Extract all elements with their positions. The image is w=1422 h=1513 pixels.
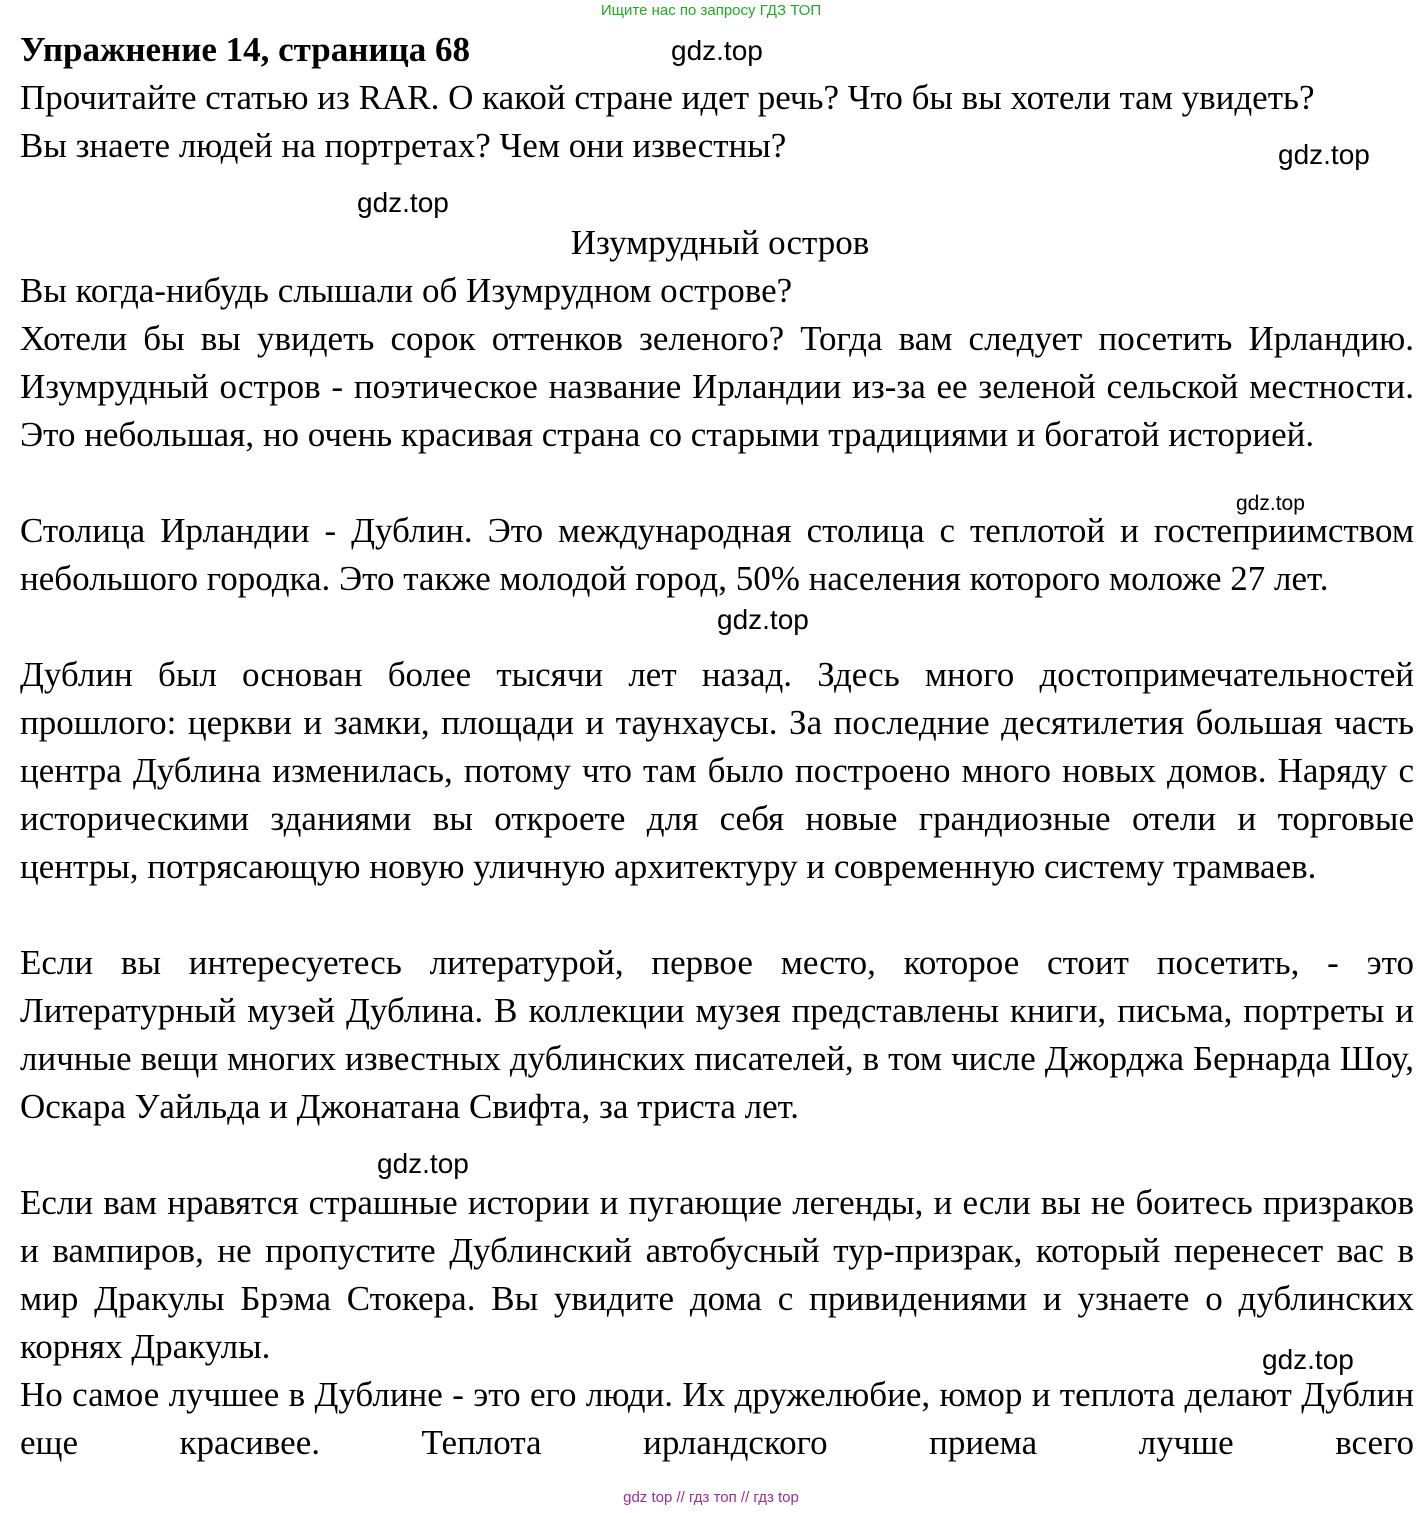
watermark: gdz.top (717, 604, 809, 635)
watermark: gdz.top (1236, 492, 1305, 515)
paragraph: Если вам нравятся страшные истории и пугающие легенды, и если вы не боитесь призраков и вампиров, не пропустите Дублинский автобусный тур-призрак, который перенесет вас в мир Дракулы Брэма Стокера. Вы увидите дома с привидениями и узнаете о дублинских корнях Дракулы. (20, 1183, 1414, 1366)
paragraph: Дублин был основан более тысячи лет назад. Здесь много достопримечательностей прошлого: церкви и замки, площади и таунхаусы. За последние десятилетия большая часть центра Дублина изменилась, потому что там было построено много новых домов. Наряду с историческими зданиями вы откроете для себя новые грандиозные отели и торговые центры, потрясающую новую уличную архитектуру и современную систему трамваев. (20, 655, 1414, 886)
article-heading: Изумрудный остров (570, 223, 870, 262)
watermark: gdz.top (357, 187, 449, 218)
task-text: Прочитайте статью из RAR. О какой стране идет речь? Что бы вы хотели там увидеть? Вы знаете людей на портретах? Чем они известны? (20, 78, 1315, 165)
paragraph: Вы когда-нибудь слышали об Изумрудном острове? (20, 271, 793, 310)
search-banner: Ищите нас по запросу ГДЗ ТОП (600, 2, 822, 19)
exercise-title: Упражнение 14, страница 68 (20, 30, 471, 69)
paragraph: Но самое лучшее в Дублине - это его люди. Их дружелюбие, юмор и теплота делают Дублин еще красивее. Теплота ирландского приема лучше всего (20, 1375, 1414, 1462)
footer-watermark: gdz top // гдз топ // гдз top (623, 1489, 799, 1506)
paragraph: Столица Ирландии - Дублин. Это международная столица с теплотой и гостеприимством небольшого городка. Это также молодой город, 50% населения которого моложе 27 лет. (20, 511, 1414, 598)
paragraph: Хотели бы вы увидеть сорок оттенков зеленого? Тогда вам следует посетить Ирландию. Изумрудный остров - поэтическое название Ирландии из-за ее зеленой сельской местности. Это небольшая, но очень красивая страна со старыми традициями и богатой историей. (20, 319, 1414, 454)
paragraph: Если вы интересуетесь литературой, первое место, которое стоит посетить, - это Литературный музей Дублина. В коллекции музея представлены книги, письма, портреты и личные вещи многих известных дублинских писателей, в том числе Джорджа Бернарда Шоу, Оскара Уайльда и Джонатана Свифта, за триста лет. (20, 943, 1414, 1126)
watermark: gdz.top (1262, 1344, 1354, 1375)
watermark: gdz.top (377, 1148, 469, 1179)
watermark: gdz.top (1278, 139, 1370, 170)
watermark: gdz.top (671, 35, 763, 66)
